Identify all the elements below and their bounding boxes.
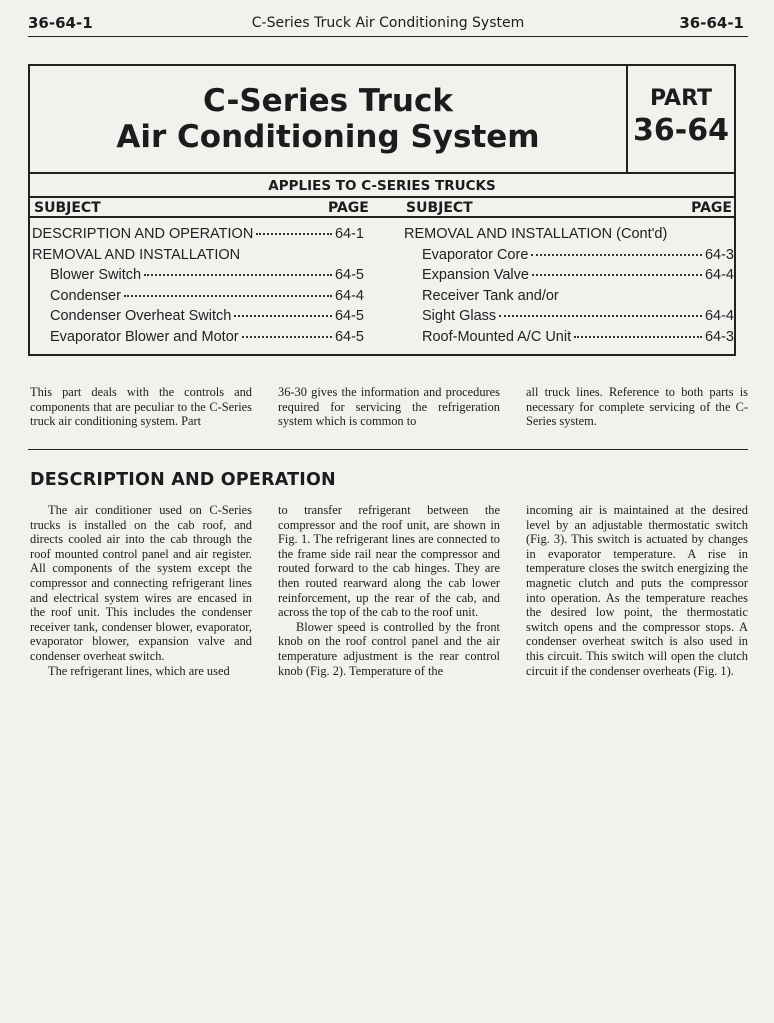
- contents-entry-page: 64-5: [334, 267, 364, 284]
- contents-column-headers: [30, 196, 734, 218]
- contents-entry: [32, 226, 364, 247]
- contents-entry-page: 64-5: [334, 328, 364, 345]
- body-column-2: [278, 503, 500, 678]
- dot-leader: [532, 273, 702, 276]
- contents-entry: [32, 308, 364, 329]
- body-paragraph: to transfer refrigerant between the compressor and the roof unit, are shown in Fig. 1. The refrigerant lines are connected to the frame side rail near the compressor and routed forward to the cab hinges. They are then routed rearward along the cab lower reinforcement, up the rear of the cab, and across the top of the cab to the roof unit.: [278, 503, 500, 620]
- contents-entry-page: 64-1: [334, 226, 364, 242]
- contents-entry-page: 64-4: [704, 308, 734, 325]
- intro-text-3: all truck lines. Reference to both parts is necessary for complete servicing of the C-Series system.: [526, 385, 748, 429]
- title-block: [30, 66, 628, 172]
- contents-entry: [404, 226, 734, 247]
- contents-entry: [32, 288, 364, 309]
- intro-text-2: 36-30 gives the information and procedures required for servicing the refrigeration system which is common to: [278, 385, 500, 429]
- dot-leader: [242, 335, 332, 338]
- body-column-1: [30, 503, 252, 678]
- contents-entry-label: DESCRIPTION AND OPERATION: [32, 226, 254, 242]
- contents-entry-label: Sight Glass: [422, 308, 497, 325]
- dot-leader: [531, 253, 702, 256]
- contents-entry-label: Evaporator Blower and Motor: [50, 328, 239, 345]
- section-heading: DESCRIPTION AND OPERATION: [30, 470, 336, 490]
- header-title: C-Series Truck Air Conditioning System: [251, 15, 525, 31]
- dot-leader: [256, 232, 332, 235]
- contents-entry: [404, 308, 734, 329]
- title-line-2: Air Conditioning System: [116, 119, 540, 155]
- dot-leader: [234, 314, 332, 317]
- section-divider: [28, 449, 748, 450]
- contents-entry-label: Condenser Overheat Switch: [50, 308, 232, 325]
- contents-entry-page: 64-3: [704, 328, 734, 345]
- dot-leader: [144, 273, 332, 276]
- contents-entry-label: REMOVAL AND INSTALLATION (Cont'd): [404, 226, 668, 242]
- contents-entry-page: 64-3: [704, 246, 734, 263]
- contents-list-left: [32, 226, 364, 350]
- dot-leader: [124, 294, 332, 297]
- contents-entry-label: Expansion Valve: [422, 267, 529, 284]
- contents-list-right: [404, 226, 734, 350]
- contents-entry-label: Receiver Tank and/or: [422, 287, 559, 304]
- header-page-number-right: 36-64-1: [679, 14, 744, 32]
- intro-column-2: [278, 385, 500, 429]
- contents-entry-label: Blower Switch: [50, 267, 142, 284]
- contents-entry: [32, 267, 364, 288]
- header-page-number-left: 36-64-1: [28, 14, 93, 32]
- contents-entry: [404, 329, 734, 350]
- contents-entry: [404, 267, 734, 288]
- intro-text-1: This part deals with the controls and components that are peculiar to the C-Series truck air conditioning system. Part: [30, 385, 252, 429]
- contents-entry-label: Roof-Mounted A/C Unit: [422, 328, 572, 345]
- body-column-3: [526, 503, 748, 678]
- title-line-1: C-Series Truck: [203, 83, 453, 119]
- contents-entry: [404, 247, 734, 268]
- contents-entry: [32, 329, 364, 350]
- dot-leader: [499, 314, 702, 317]
- contents-entry: [404, 288, 734, 309]
- body-paragraph: Blower speed is controlled by the front knob on the roof control panel and the air temperature adjustment is the rear control knob (Fig. 2). Temperature of the: [278, 619, 500, 678]
- subject-header-right: SUBJECT: [406, 200, 473, 216]
- intro-column-1: [30, 385, 252, 429]
- body-paragraph: incoming air is maintained at the desired level by an adjustable thermostatic switch (Fig. 3). This switch is actuated by changes in evaporator temperature. A rise in temperature closes the switch energizing the magnetic clutch and puts the compressor into operation. As the temperature reaches the desired low point, the thermostatic switch opens and the compressor stops. A condenser overheat switch is also used in this circuit. This switch will open the clutch circuit if the condenser overheats (Fig. 1).: [526, 503, 748, 678]
- subject-header-left: SUBJECT: [34, 200, 101, 216]
- part-box: [628, 66, 734, 172]
- applies-to-banner: APPLIES TO C-SERIES TRUCKS: [30, 172, 734, 196]
- part-label: PART: [649, 86, 713, 111]
- contents-entry: [32, 247, 364, 268]
- page-header-left: PAGE: [328, 200, 369, 216]
- body-paragraph: The refrigerant lines, which are used: [48, 663, 230, 678]
- dot-leader: [574, 335, 702, 338]
- page-header: [28, 10, 748, 37]
- contents-entry-label: REMOVAL AND INSTALLATION: [32, 246, 241, 263]
- part-number: 36-64: [633, 113, 729, 148]
- title-box: [28, 64, 736, 356]
- intro-column-3: [526, 385, 748, 429]
- contents-entry-page: 64-5: [334, 308, 364, 325]
- contents-entry-label: Condenser: [50, 287, 121, 304]
- contents-entry-page: 64-4: [334, 287, 364, 304]
- page-header-right: PAGE: [691, 200, 732, 216]
- contents-entry-page: 64-4: [704, 267, 734, 284]
- contents-entry-label: Evaporator Core: [422, 246, 529, 263]
- body-paragraph: The air conditioner used on C-Series trucks is installed on the cab roof, and directs cooled air into the cab through the roof mounted control panel and air register. All components of the system except the compressor and connecting refrigerant lines and electrical system wires are encased in the roof unit. This includes the condenser receiver tank, condenser blower, evaporator, evaporator blower, expansion valve and condenser overheat switch.: [30, 503, 252, 663]
